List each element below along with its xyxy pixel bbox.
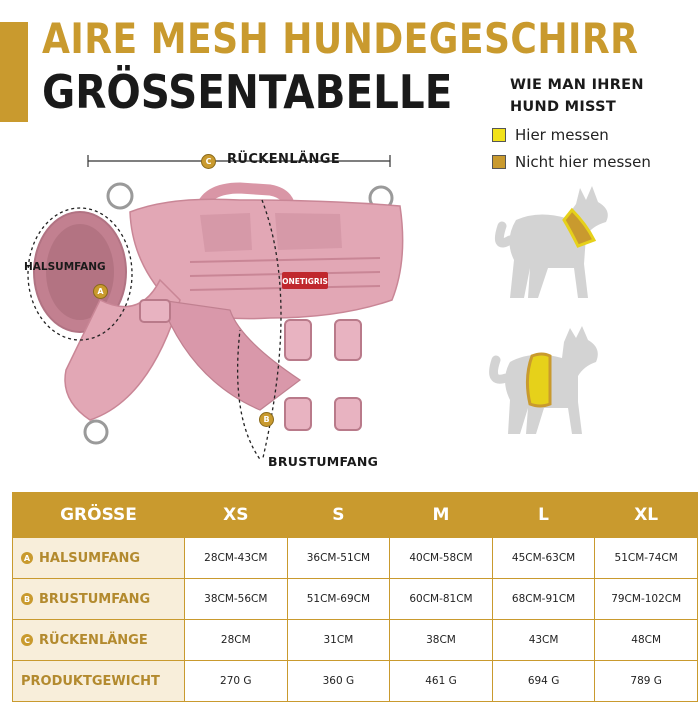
row-header-neck (13, 538, 185, 579)
back-length-text: RÜCKENLÄNGE (227, 152, 341, 167)
accent-bar (0, 22, 28, 122)
badge-b-icon: B (21, 593, 33, 605)
buckle-icon (335, 320, 361, 360)
row-label: HALSUMFANG (39, 550, 141, 566)
table-cell: 51CM-69CM (287, 579, 390, 620)
harness-illustration (0, 140, 470, 460)
size-table-header-row (13, 493, 698, 538)
badge-a-icon: A (21, 552, 33, 564)
row-header-weight (13, 661, 185, 702)
table-cell: 461 G (390, 661, 493, 702)
table-cell: 68CM-91CM (492, 579, 595, 620)
table-cell: 360 G (287, 661, 390, 702)
header-cell: L (492, 493, 595, 538)
size-table (12, 492, 698, 702)
buckle-icon (285, 398, 311, 430)
neck-label: HALSUMFANG (24, 261, 106, 273)
table-cell: 28CM (185, 620, 288, 661)
table-cell: 36CM-51CM (287, 538, 390, 579)
table-cell: 694 G (492, 661, 595, 702)
header-cell: XL (595, 493, 698, 538)
table-row (13, 538, 698, 579)
d-ring-icon (85, 421, 107, 443)
badge-a-icon: A (93, 284, 108, 299)
measure-guide-heading (510, 74, 644, 118)
badge-c-icon: C (201, 154, 216, 169)
brand-patch-text: ONETIGRIS (282, 277, 328, 286)
back-length-label (227, 152, 340, 167)
buckle-icon (285, 320, 311, 360)
buckle-icon (140, 300, 170, 322)
header-cell: GRÖSSE (13, 493, 185, 538)
legend-item-do-not-measure (492, 153, 651, 171)
row-header-back (13, 620, 185, 661)
header-cell: XS (185, 493, 288, 538)
row-header-chest (13, 579, 185, 620)
row-label: PRODUKTGEWICHT (21, 673, 160, 689)
table-cell: 40CM-58CM (390, 538, 493, 579)
row-label: BRUSTUMFANG (39, 591, 151, 607)
gold-swatch-icon (492, 155, 506, 169)
table-cell: 79CM-102CM (595, 579, 698, 620)
mesh-panel (200, 213, 252, 252)
table-cell: 60CM-81CM (390, 579, 493, 620)
yellow-swatch-icon (492, 128, 506, 142)
buckle-icon (335, 398, 361, 430)
table-row (13, 661, 698, 702)
badge-b-icon: B (259, 412, 274, 427)
legend-label: Hier messen (515, 126, 609, 144)
table-cell: 38CM (390, 620, 493, 661)
table-cell: 45CM-63CM (492, 538, 595, 579)
header-cell: S (287, 493, 390, 538)
chest-label: BRUSTUMFANG (268, 454, 379, 469)
table-cell: 270 G (185, 661, 288, 702)
table-cell: 48CM (595, 620, 698, 661)
mesh-panel (275, 213, 342, 250)
table-row (13, 620, 698, 661)
legend-item-measure-here (492, 126, 609, 144)
table-cell: 38CM-56CM (185, 579, 288, 620)
header-cell: M (390, 493, 493, 538)
row-label: RÜCKENLÄNGE (39, 632, 148, 648)
table-cell: 789 G (595, 661, 698, 702)
d-ring-icon (108, 184, 132, 208)
legend-label: Nicht hier messen (515, 153, 651, 171)
dog-chest-measure-icon (484, 318, 624, 444)
badge-c-icon: C (21, 634, 33, 646)
table-cell: 43CM (492, 620, 595, 661)
measure-guide-heading-line1: WIE MAN IHREN (510, 77, 644, 93)
dog-neck-measure-icon (488, 180, 628, 308)
table-cell: 51CM-74CM (595, 538, 698, 579)
page-title: AIRE MESH HUNDEGESCHIRR (42, 14, 639, 63)
table-cell: 31CM (287, 620, 390, 661)
table-cell: 28CM-43CM (185, 538, 288, 579)
measure-guide-heading-line2: HUND MISST (510, 99, 617, 115)
table-row (13, 579, 698, 620)
page-subtitle: GRÖSSENTABELLE (42, 65, 453, 119)
